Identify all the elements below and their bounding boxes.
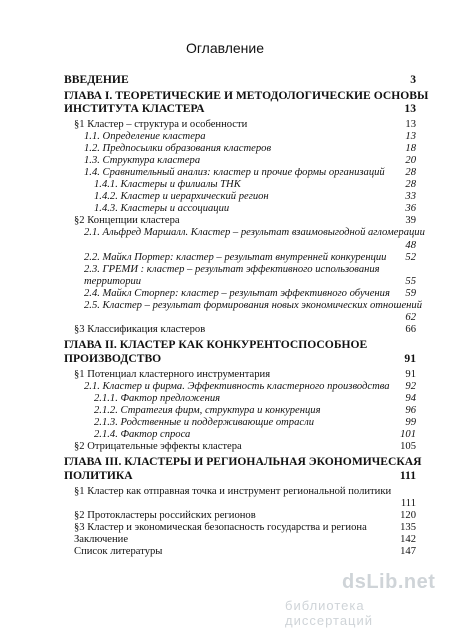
toc-entry[interactable]: 2.1.2. Стратегия фирм, структура и конкуренция [94, 405, 321, 416]
watermark-tagline: библиотека диссертаций [285, 598, 374, 628]
toc-entry[interactable]: 2.1. Кластер и фирма. Эффективность кластерного производства [84, 381, 390, 392]
toc-entry[interactable]: §3 Классификация кластеров [74, 324, 206, 335]
toc-page: 3 [410, 73, 416, 86]
toc-entry[interactable]: 2.1.4. Фактор спроса [94, 429, 191, 440]
toc-entry[interactable]: 2.1.1. Фактор предложения [94, 393, 221, 404]
toc-entry[interactable]: 2.4. Майкл Сторпер: кластер – результат эффективного обучения [84, 288, 390, 299]
toc-entry[interactable]: 2.2. Майкл Портер: кластер – результат внутренней конкуренции [84, 252, 387, 263]
toc-page: 28 [405, 167, 416, 178]
toc-page: 99 [405, 417, 416, 428]
toc-page: 66 [405, 324, 416, 335]
toc-entry[interactable]: §2 Протокластеры российских регионов [74, 510, 256, 521]
toc-page: 20 [405, 155, 416, 166]
toc-chapter-3-cont: ПОЛИТИКА [64, 469, 133, 482]
toc-entry[interactable]: Список литературы [74, 546, 163, 557]
toc-page: 62 [405, 312, 416, 323]
toc-chapter-1[interactable]: ГЛАВА I. ТЕОРЕТИЧЕСКИЕ И МЕТОДОЛОГИЧЕСКИЕ ОСНОВЫ [64, 89, 429, 102]
toc-page: 92 [405, 381, 416, 392]
toc-page: 147 [400, 546, 416, 557]
toc-page: 36 [405, 203, 416, 214]
toc-entry[interactable]: §2 Отрицательные эффекты кластера [74, 441, 242, 452]
toc-entry[interactable]: 2.5. Кластер – результат формирования новых экономических отношений [84, 300, 422, 311]
toc-entry[interactable]: 1.4. Сравнительный анализ: кластер и прочие формы организаций [84, 167, 385, 178]
toc-page: 120 [400, 510, 416, 521]
toc-page: 18 [405, 143, 416, 154]
toc-entry[interactable]: Заключение [74, 534, 129, 545]
toc-chapter-2-cont: ПРОИЗВОДСТВО [64, 352, 162, 365]
toc-page: 135 [400, 522, 416, 533]
toc-entry[interactable]: §3 Кластер и экономическая безопасность государства и региона [74, 522, 367, 533]
toc-page: 55 [405, 276, 416, 287]
toc-chapter-1-cont: ИНСТИТУТА КЛАСТЕРА [64, 102, 205, 115]
toc-page: 28 [405, 179, 416, 190]
toc-entry[interactable]: §1 Потенциал кластерного инструментария [74, 369, 271, 380]
toc-page: 13 [405, 119, 416, 130]
toc-entry[interactable]: §1 Кластер как отправная точка и инструмент региональной политики [74, 486, 392, 497]
toc-page: 142 [400, 534, 416, 545]
toc-page: 39 [405, 215, 416, 226]
toc-entry[interactable]: §2 Концепции кластера [74, 215, 180, 226]
toc-page: 59 [405, 288, 416, 299]
toc-chapter-3[interactable]: ГЛАВА III. КЛАСТЕРЫ И РЕГИОНАЛЬНАЯ ЭКОНОМИЧЕСКАЯ [64, 455, 422, 468]
toc-entry[interactable]: §1 Кластер – структура и особенности [74, 119, 248, 130]
toc-entry[interactable]: 1.3. Структура кластера [84, 155, 201, 166]
toc-page: 94 [405, 393, 416, 404]
toc-page: 48 [405, 240, 416, 251]
toc-entry[interactable]: 1.1. Определение кластера [84, 131, 206, 142]
toc-page: 13 [405, 131, 416, 142]
page-title: Оглавление [185, 40, 265, 56]
toc-entry[interactable]: 2.3. ГРЕМИ : кластер – результат эффективного использования [84, 264, 380, 275]
toc-entry[interactable]: 2.1. Альфред Маршалл. Кластер – результат взаимовыгодной агломерации [84, 227, 425, 238]
toc-page: 96 [405, 405, 416, 416]
toc-page: 52 [405, 252, 416, 263]
toc-page: 33 [405, 191, 416, 202]
toc-page: 101 [400, 429, 416, 440]
toc-page: 111 [400, 498, 416, 509]
toc-page: 91 [405, 369, 416, 380]
toc-page: 105 [400, 441, 416, 452]
toc-chapter-2[interactable]: ГЛАВА II. КЛАСТЕР КАК КОНКУРЕНТОСПОСОБНОЕ [64, 338, 368, 351]
toc-page: 91 [404, 352, 416, 365]
toc-entry[interactable]: 2.1.3. Родственные и поддерживающие отрасли [94, 417, 315, 428]
toc-entry[interactable]: 1.4.3. Кластеры и ассоциации [94, 203, 230, 214]
toc-page: 111 [399, 469, 416, 482]
toc-entry-cont: территории [84, 276, 142, 287]
toc-entry-introduction[interactable]: ВВЕДЕНИЕ [64, 73, 129, 86]
toc-entry[interactable]: 1.4.1. Кластеры и филиалы ТНК [94, 179, 241, 190]
watermark-brand: dsLib.net [342, 571, 436, 593]
toc-entry[interactable]: 1.4.2. Кластер и иерархический регион [94, 191, 269, 202]
toc-entry[interactable]: 1.2. Предпосылки образования кластеров [84, 143, 272, 154]
toc-page: 13 [404, 102, 416, 115]
